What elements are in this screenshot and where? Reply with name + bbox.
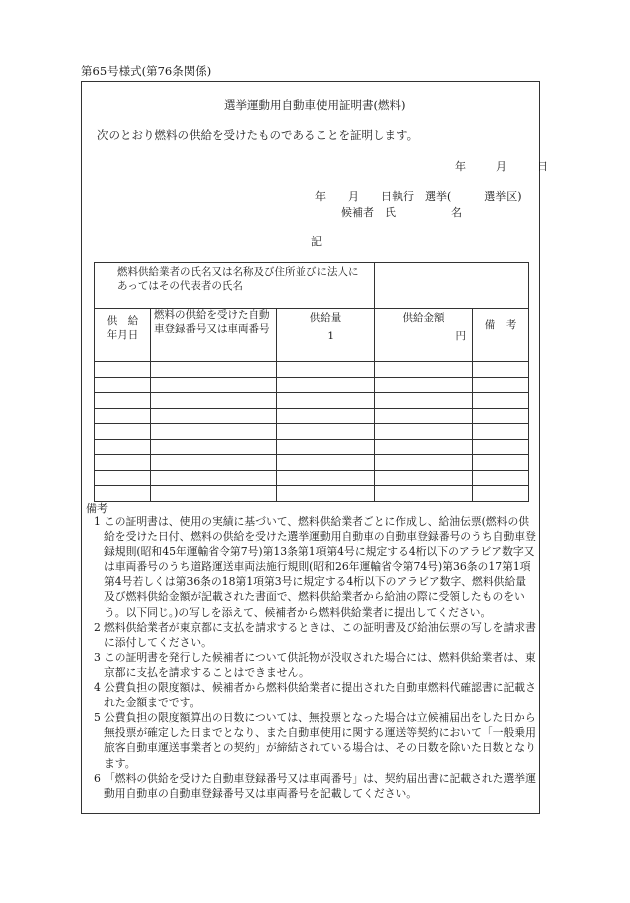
- table-row: [95, 362, 529, 378]
- table-cell[interactable]: [95, 439, 151, 455]
- table-cell[interactable]: [95, 470, 151, 486]
- note-number: 2: [94, 620, 101, 634]
- table-body: [95, 362, 529, 502]
- note-text: 公費負担の限度額は、候補者から燃料供給業者に提出された自動車燃料代確認書に記載された金額までです。: [104, 681, 536, 710]
- table-cell[interactable]: [151, 408, 277, 424]
- form-label: 第65号様式(第76条関係): [81, 64, 212, 78]
- table-row: [95, 455, 529, 471]
- table-cell[interactable]: [277, 439, 375, 455]
- table-cell[interactable]: [277, 486, 375, 502]
- notes-list: [86, 514, 536, 801]
- note-text: 公費負担の限度額算出の日数については、無投票となった場合は立候補届出をした日から無投票が確定した日までとなり、また自動車使用に関する運送等契約において「一般乗用旅客自動車運送事業者との契約」が締結されている場合は、その日数を除いた日数となります。: [104, 711, 536, 770]
- note-item: [86, 771, 536, 801]
- quantity-unit: 1: [327, 329, 335, 342]
- table-cell[interactable]: [151, 377, 277, 393]
- table-cell[interactable]: [375, 470, 473, 486]
- note-text: 燃料供給業者が東京都に支払を請求するときは、この証明書及び給油伝票の写しを請求書に添付してください。: [104, 620, 536, 649]
- table-row: [95, 486, 529, 502]
- note-item: [86, 514, 536, 620]
- table-cell[interactable]: [151, 393, 277, 409]
- table-cell[interactable]: [151, 486, 277, 502]
- table-cell[interactable]: [95, 486, 151, 502]
- table-cell[interactable]: [277, 470, 375, 486]
- note-text: この証明書は、使用の実績に基づいて、燃料供給業者ごとに作成し、給油伝票(燃料の供給を受けた日付、燃料の供給を受けた選挙運動用自動車の自動車登録番号のうち自動車登録規則(昭和45年運輸省令第7号)第13条第1項第4号に規定する4桁以下のアラビア数字又は車両番号のうち道路運送車両法施行規則(昭和26年運輸省令第74号)第36条の17第1項第4号若しくは第36条の18第1項第3号に規定する4桁以下のアラビア数字、燃料供給量及び燃料供給金額が記載された書面で、燃料供給業者から給油の際に受領したものをいう。以下同じ。)の写しを添えて、候補者から燃料供給業者に提出してください。: [104, 515, 536, 619]
- table-row: [95, 377, 529, 393]
- table-cell[interactable]: [277, 408, 375, 424]
- table-row: [95, 393, 529, 409]
- table-cell[interactable]: [473, 455, 529, 471]
- table-cell[interactable]: [277, 424, 375, 440]
- table-cell[interactable]: [473, 408, 529, 424]
- table-cell[interactable]: [473, 393, 529, 409]
- table-row: [95, 408, 529, 424]
- table-cell[interactable]: [375, 455, 473, 471]
- document-title: 選挙運動用自動車使用証明書(燃料): [224, 98, 406, 112]
- table-cell[interactable]: [473, 362, 529, 378]
- table-cell[interactable]: [473, 470, 529, 486]
- quantity-label: 供給量: [309, 312, 342, 324]
- table-cell[interactable]: [151, 439, 277, 455]
- table-cell[interactable]: [277, 393, 375, 409]
- table-cell[interactable]: [375, 486, 473, 502]
- note-number: 4: [94, 681, 101, 695]
- header-car-number: 燃料の供給を受けた自動車登録番号又は車両番号: [151, 309, 277, 362]
- supply-table: [94, 262, 529, 502]
- table-cell[interactable]: [151, 455, 277, 471]
- candidate-line: 候補者 氏 名: [341, 206, 462, 219]
- supplier-value[interactable]: [375, 263, 529, 309]
- table-cell[interactable]: [375, 393, 473, 409]
- table-cell[interactable]: [95, 408, 151, 424]
- note-item: [86, 620, 536, 650]
- header-remarks: 備 考: [473, 309, 529, 362]
- note-item: [86, 650, 536, 680]
- note-item: [86, 710, 536, 770]
- table-cell[interactable]: [375, 377, 473, 393]
- table-cell[interactable]: [277, 362, 375, 378]
- note-text: 「燃料の供給を受けた自動車登録番号又は車両番号」は、契約届出書に記載された選挙運動用自動車の自動車登録番号又は車両番号を記載してください。: [104, 771, 536, 800]
- table-cell[interactable]: [375, 362, 473, 378]
- table-row: [95, 424, 529, 440]
- amount-unit: 円: [455, 329, 467, 342]
- table-cell[interactable]: [95, 455, 151, 471]
- table-cell[interactable]: [473, 424, 529, 440]
- amount-label: 供給金額: [402, 312, 445, 324]
- table-cell[interactable]: [95, 393, 151, 409]
- note-number: 6: [94, 771, 101, 785]
- issue-date: [455, 158, 548, 174]
- table-cell[interactable]: [375, 424, 473, 440]
- note-item: [86, 680, 536, 710]
- year-label: 年: [455, 160, 466, 173]
- table-row: [95, 470, 529, 486]
- header-supply-date: 供 給 年月日: [95, 309, 151, 362]
- table-cell[interactable]: [151, 470, 277, 486]
- certificate-frame: [81, 81, 548, 814]
- table-cell[interactable]: [375, 408, 473, 424]
- table-cell[interactable]: [95, 424, 151, 440]
- note-number: 1: [94, 515, 101, 528]
- table-cell[interactable]: [473, 377, 529, 393]
- notes-title: 備考: [86, 502, 108, 515]
- note-number: 5: [94, 711, 101, 725]
- note-text: この証明書を発行した候補者について供託物が没収された場合には、燃料供給業者は、東京都に支払を請求することはできません。: [104, 650, 536, 679]
- header-amount: [375, 309, 473, 362]
- month-label: 月: [496, 160, 507, 173]
- table-cell[interactable]: [473, 439, 529, 455]
- table-cell[interactable]: [95, 362, 151, 378]
- table-cell[interactable]: [277, 377, 375, 393]
- table-cell[interactable]: [95, 377, 151, 393]
- intro-text: 次のとおり燃料の供給を受けたものであることを証明します。: [97, 128, 419, 142]
- ki-label: 記: [311, 235, 322, 248]
- election-line: 年 月 日執行 選挙( 選挙区): [315, 190, 522, 203]
- table-cell[interactable]: [151, 362, 277, 378]
- header-quantity: [277, 309, 375, 362]
- supplier-label: 燃料供給業者の氏名又は名称及び住所並びに法人にあってはその代表者の氏名: [95, 263, 375, 309]
- table-cell[interactable]: [277, 455, 375, 471]
- table-cell[interactable]: [375, 439, 473, 455]
- table-row: [95, 439, 529, 455]
- table-cell[interactable]: [473, 486, 529, 502]
- table-cell[interactable]: [151, 424, 277, 440]
- day-label: 日: [537, 160, 548, 173]
- note-number: 3: [94, 650, 101, 664]
